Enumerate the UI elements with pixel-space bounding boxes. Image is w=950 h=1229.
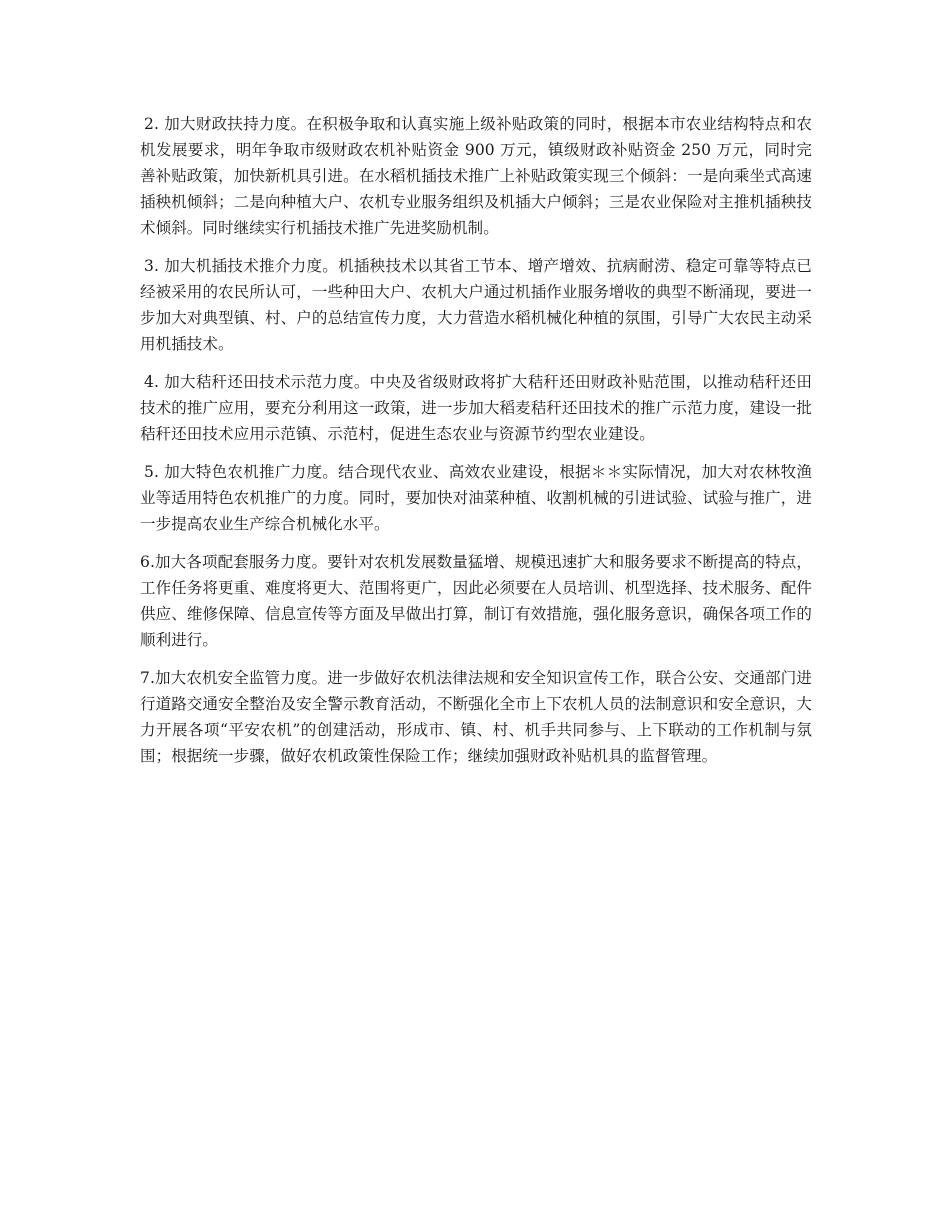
paragraph-2-financial-support: 2. 加大财政扶持力度。在积极争取和认真实施上级补贴政策的同时，根据本市农业结构特点和农机发展要求，明年争取市级财政农机补贴资金 900 万元，镇级财政补贴资金 250 万元，同时完善补贴政策，加快新机具引进。在水稻机插技术推广上补贴政策实现三个倾斜：一是向乘坐式高速插秧机倾斜；二是向种植大户、农机专业服务组织及机插大户倾斜；三是农业保险对主推机插秧技术倾斜。同时继续实行机插技术推广先进奖励机制。 bbox=[140, 115, 812, 237]
paragraph-4-straw-return: 4. 加大秸秆还田技术示范力度。中央及省级财政将扩大秸秆还田财政补贴范围，以推动秸秆还田技术的推广应用，要充分利用这一政策，进一步加大稻麦秸秆还田技术的推广示范力度，建设一批秸秆还田技术应用示范镇、示范村，促进生态农业与资源节约型农业建设。 bbox=[140, 373, 812, 443]
document-body bbox=[140, 111, 812, 781]
paragraph-3-transplanting-promotion: 3. 加大机插技术推介力度。机插秧技术以其省工节本、增产增效、抗病耐涝、稳定可靠等特点已经被采用的农民所认可，一些种田大户、农机大户通过机插作业服务增收的典型不断涌现，要进一步加大对典型镇、村、户的总结宣传力度，大力营造水稻机械化种植的氛围，引导广大农民主动采用机插技术。 bbox=[140, 257, 812, 353]
paragraph-7-safety-supervision: 7.加大农机安全监管力度。进一步做好农机法律法规和安全知识宣传工作，联合公安、交通部门进行道路交通安全整治及安全警示教育活动，不断强化全市上下农机人员的法制意识和安全意识，大力开展各项“平安农机”的创建活动，形成市、镇、村、机手共同参与、上下联动的工作机制与氛围；根据统一步骤，做好农机政策性保险工作；继续加强财政补贴机具的监督管理。 bbox=[140, 669, 812, 765]
paragraph-6-supporting-services: 6.加大各项配套服务力度。要针对农机发展数量猛增、规模迅速扩大和服务要求不断提高的特点，工作任务将更重、难度将更大、范围将更广，因此必须要在人员培训、机型选择、技术服务、配件供应、维修保障、信息宣传等方面及早做出打算，制订有效措施，强化服务意识，确保各项工作的顺利进行。 bbox=[140, 553, 812, 649]
paragraph-5-specialty-machinery: 5. 加大特色农机推广力度。结合现代农业、高效农业建设，根据＊＊实际情况，加大对农林牧渔业等适用特色农机推广的力度。同时，要加快对油菜种植、收割机械的引进试验、试验与推广，进一步提高农业生产综合机械化水平。 bbox=[140, 463, 812, 533]
